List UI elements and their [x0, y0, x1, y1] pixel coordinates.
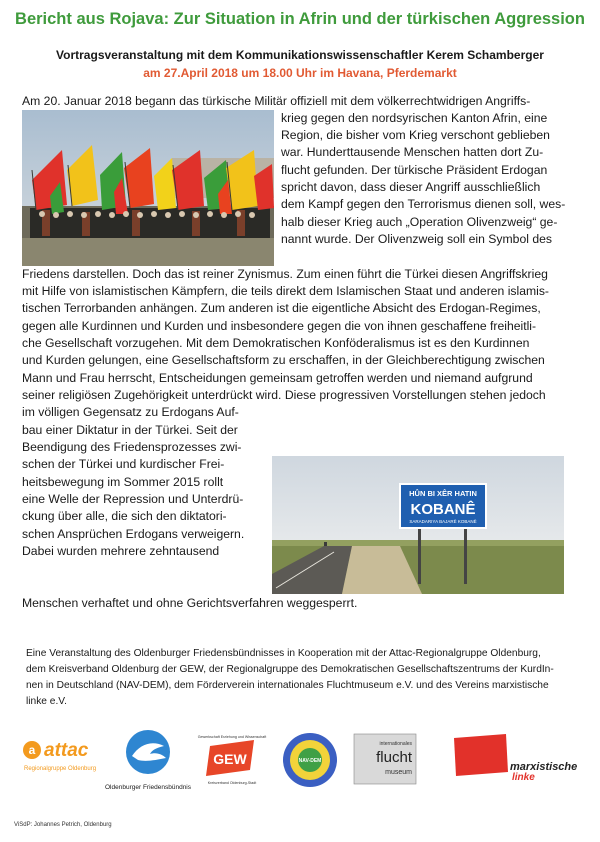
kobane-sign-photo: [272, 456, 564, 594]
body-line: war. Hunderttausende Menschen hatten dort Zu-: [281, 145, 544, 159]
organizers-line: nen in Deutschland (NAV-DEM), dem Förderverein internationales Fluchtmuseum e.V. und des Vereins marxistische: [26, 680, 549, 691]
page-title: Bericht aus Rojava: Zur Situation in Afrin und der türkischen Aggression: [15, 10, 585, 28]
body-line: Mann und Frau herrscht, Entscheidungen gemeinsam getroffen werden und niemand aufgrund: [22, 371, 533, 385]
demonstration-photo: [22, 110, 274, 266]
body-line: Friedens darstellen. Doch das ist reiner Zynismus. Zum einen führt die Türkei diesen Angriffskrieg: [22, 267, 548, 281]
navdem-emblem-icon: [280, 730, 340, 790]
gew-logo: [197, 728, 267, 788]
gew-name: GEW: [213, 751, 247, 767]
sign-line-3: SARADARIYA BAJARÊ KOBANÊ: [409, 519, 477, 524]
attac-logo: [20, 732, 100, 780]
body-line: seiner religiösen Zugehörigkeit unterdrückt wird. Diese progressiven Vorstellungen stehen jedoch: [22, 388, 546, 402]
attac-mark: [20, 732, 100, 780]
organizers-line: linke e.V.: [26, 696, 67, 707]
flucht-name: flucht: [376, 749, 412, 766]
marx-line-1: marxistische: [510, 761, 578, 773]
demonstration-illustration: [22, 110, 274, 266]
body-line: gegen alle Kurdinnen und Kurden und insbesondere gegen die von ihnen geschaffene freiheitli-: [22, 319, 537, 333]
sign-line-2: KOBANÊ: [410, 501, 476, 518]
event-dateline: am 27.April 2018 um 18.00 Uhr im Havana, Pferdemarkt: [143, 66, 457, 80]
red-flag-icon: [452, 732, 578, 784]
dove-icon: [100, 726, 196, 796]
fluchtmuseum-logo: [354, 734, 416, 784]
marx-line-2: linke: [512, 772, 535, 783]
body-line: Menschen verhaftet und ohne Gerichtsverfahren weggesperrt.: [22, 596, 358, 610]
visdp-note: ViSdP: Johannes Petrich, Oldenburg: [14, 822, 112, 828]
friedensbuendnis-caption: Oldenburger Friedensbündnis: [105, 784, 191, 791]
body-line: che Gesellschaft vorzugehen. Mit dem Demokratischen Konföderalismus ist es den Kurdinnen: [22, 336, 530, 350]
partner-logos: [0, 726, 600, 796]
organizers-line: Eine Veranstaltung des Oldenburger Friedensbündnisses in Kooperation mit der Attac-Regionalgruppe Oldenburg,: [26, 648, 541, 659]
body-line: krieg gegen den nordsyrischen Kanton Afrin, eine: [281, 111, 548, 125]
flucht-top: internationales: [379, 741, 412, 747]
body-line: im völligen Gegensatz zu Erdogans Auf-: [22, 405, 239, 419]
body-line: Region, die bisher vom Krieg verschont geblieben: [281, 128, 550, 142]
body-line: heitsbewegung im Sommer 2015 rollt: [22, 475, 224, 489]
sign-line-1: HÛN BI XÊR HATIN: [409, 489, 477, 498]
body-line: tischen Terrorbanden anhängen. Zum anderen ist die eigentliche Absicht des Erdogan-Regimes,: [22, 301, 541, 315]
navdem-logo: [280, 730, 340, 790]
svg-text:a: a: [28, 743, 36, 757]
gew-top: Gewerkschaft Erziehung und Wissenschaft: [197, 735, 267, 739]
friedensbuendnis-logo: [100, 726, 196, 796]
body-line: Am 20. Januar 2018 begann das türkische Militär offiziell mit dem völkerrechtwidrigen Angriffs-: [22, 94, 531, 108]
body-line: Beendigung des Friedensprozesses zwi-: [22, 440, 242, 454]
body-line: mit Hilfe von islamistischen Kämpfern, die teils direkt dem Islamischen Staat und anderen islamis-: [22, 284, 549, 298]
body-line: halb dieser Krieg auch „Operation Olivenzweig“ ge-: [281, 215, 558, 229]
body-line: schen der Türkei und kurdischer Frei-: [22, 457, 225, 471]
body-line: eine Welle der Repression und Unterdrü-: [22, 492, 244, 506]
body-line: spricht davon, dass dieser Angriff ausschließlich: [281, 180, 541, 194]
attac-name: attac: [44, 740, 89, 761]
flucht-sub: museum: [385, 769, 412, 776]
gew-mark: [197, 728, 267, 788]
attac-sub: Regionalgruppe Oldenburg: [24, 766, 97, 772]
navdem-name: NAV-DEM: [298, 758, 322, 764]
organizers-note: [26, 646, 586, 710]
marxistische-linke-logo: [452, 732, 578, 784]
body-line: dem Kampf gegen den Terrorismus dienen soll, wes-: [281, 197, 566, 211]
body-line: schen Ansprüchen Erdogans verweigern.: [22, 527, 245, 541]
body-line: flucht gefunden. Der türkische Präsident Erdogan: [281, 163, 548, 177]
body-line: Dabei wurden mehrere zehntausend: [22, 544, 220, 558]
kobane-sign-illustration: [272, 456, 564, 594]
gew-sub: Kreisverband Oldenburg-Stadt: [207, 781, 257, 785]
organizers-line: dem Kreisverband Oldenburg der GEW, der Regionalgruppe des Demokratischen Gesellschaftszentrums der KurdIn-: [26, 664, 554, 675]
fluchtmuseum-mark: [354, 734, 416, 784]
body-line: und Kurden gelungen, eine Gesellschaftsform zu erschaffen, in der Gleichberechtigung zwischen: [22, 353, 545, 367]
body-line: ckung über alle, die sich den diktatori-: [22, 509, 227, 523]
body-line: bau einer Diktatur in der Türkei. Seit der: [22, 423, 238, 437]
body-line: nannt wurde. Der Olivenzweig soll ein Symbol des: [281, 232, 552, 246]
event-subtitle: Vortragsveranstaltung mit dem Kommunikationswissenschaftler Kerem Schamberger: [56, 48, 544, 62]
